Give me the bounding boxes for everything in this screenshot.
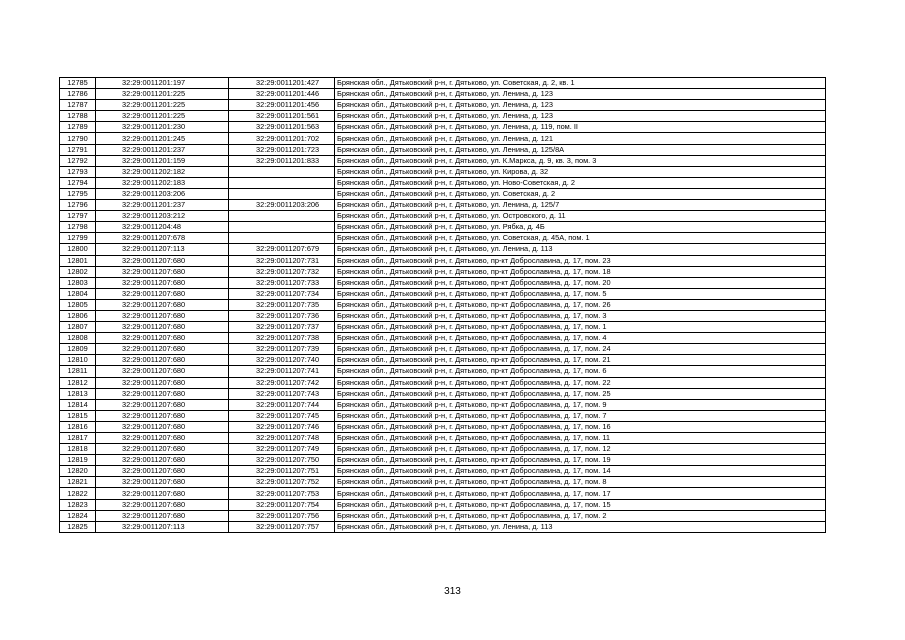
row-number-cell: 12793 xyxy=(60,166,96,177)
cadastral-block-cell: 32:29:0011201:225 xyxy=(96,100,229,111)
object-number-cell: 32:29:0011207:731 xyxy=(229,255,335,266)
table-row xyxy=(60,277,826,288)
cadastral-block-cell: 32:29:0011207:680 xyxy=(96,399,229,410)
table-row xyxy=(60,111,826,122)
table-row xyxy=(60,166,826,177)
address-cell: Брянская обл., Дятьковский р-н, г. Дятьково, ул. Кирова, д. 32 xyxy=(335,166,826,177)
cadastral-block-cell: 32:29:0011207:680 xyxy=(96,299,229,310)
registry-table-body xyxy=(60,78,826,533)
row-number-cell: 12820 xyxy=(60,466,96,477)
table-row xyxy=(60,421,826,432)
object-number-cell: 32:29:0011201:446 xyxy=(229,89,335,100)
table-row xyxy=(60,177,826,188)
address-cell: Брянская обл., Дятьковский р-н, г. Дятьково, пр-кт Доброславина, д. 17, пом. 17 xyxy=(335,488,826,499)
cadastral-block-cell: 32:29:0011207:680 xyxy=(96,366,229,377)
cadastral-block-cell: 32:29:0011207:680 xyxy=(96,466,229,477)
row-number-cell: 12794 xyxy=(60,177,96,188)
address-cell: Брянская обл., Дятьковский р-н, г. Дятьково, ул. Ленина, д. 123 xyxy=(335,100,826,111)
address-cell: Брянская обл., Дятьковский р-н, г. Дятьково, пр-кт Доброславина, д. 17, пом. 22 xyxy=(335,377,826,388)
object-number-cell xyxy=(229,188,335,199)
address-cell: Брянская обл., Дятьковский р-н, г. Дятьково, пр-кт Доброславина, д. 17, пом. 1 xyxy=(335,322,826,333)
address-cell: Брянская обл., Дятьковский р-н, г. Дятьково, ул. Рябка, д. 4Б xyxy=(335,222,826,233)
address-cell: Брянская обл., Дятьковский р-н, г. Дятьково, пр-кт Доброславина, д. 17, пом. 12 xyxy=(335,444,826,455)
object-number-cell: 32:29:0011201:561 xyxy=(229,111,335,122)
row-number-cell: 12808 xyxy=(60,333,96,344)
cadastral-block-cell: 32:29:0011207:113 xyxy=(96,521,229,532)
table-row xyxy=(60,355,826,366)
address-cell: Брянская обл., Дятьковский р-н, г. Дятьково, пр-кт Доброславина, д. 17, пом. 19 xyxy=(335,455,826,466)
object-number-cell: 32:29:0011207:752 xyxy=(229,477,335,488)
address-cell: Брянская обл., Дятьковский р-н, г. Дятьково, ул. Ленина, д. 119, пом. II xyxy=(335,122,826,133)
row-number-cell: 12798 xyxy=(60,222,96,233)
row-number-cell: 12816 xyxy=(60,421,96,432)
cadastral-block-cell: 32:29:0011201:225 xyxy=(96,111,229,122)
row-number-cell: 12796 xyxy=(60,200,96,211)
cadastral-block-cell: 32:29:0011207:113 xyxy=(96,244,229,255)
cadastral-block-cell: 32:29:0011207:680 xyxy=(96,433,229,444)
cadastral-block-cell: 32:29:0011202:183 xyxy=(96,177,229,188)
row-number-cell: 12815 xyxy=(60,410,96,421)
table-row xyxy=(60,122,826,133)
cadastral-block-cell: 32:29:0011207:680 xyxy=(96,310,229,321)
object-number-cell: 32:29:0011207:748 xyxy=(229,433,335,444)
table-row xyxy=(60,244,826,255)
table-row xyxy=(60,344,826,355)
address-cell: Брянская обл., Дятьковский р-н, г. Дятьково, пр-кт Доброславина, д. 17, пом. 26 xyxy=(335,299,826,310)
table-row xyxy=(60,222,826,233)
object-number-cell: 32:29:0011207:757 xyxy=(229,521,335,532)
object-number-cell: 32:29:0011207:751 xyxy=(229,466,335,477)
cadastral-block-cell: 32:29:0011207:680 xyxy=(96,421,229,432)
cadastral-block-cell: 32:29:0011207:680 xyxy=(96,499,229,510)
table-row xyxy=(60,322,826,333)
table-row xyxy=(60,410,826,421)
cadastral-block-cell: 32:29:0011207:680 xyxy=(96,410,229,421)
cadastral-block-cell: 32:29:0011207:678 xyxy=(96,233,229,244)
cadastral-block-cell: 32:29:0011207:680 xyxy=(96,288,229,299)
table-row xyxy=(60,433,826,444)
row-number-cell: 12818 xyxy=(60,444,96,455)
address-cell: Брянская обл., Дятьковский р-н, г. Дятьково, пр-кт Доброславина, д. 17, пом. 21 xyxy=(335,355,826,366)
row-number-cell: 12797 xyxy=(60,211,96,222)
object-number-cell: 32:29:0011207:745 xyxy=(229,410,335,421)
row-number-cell: 12795 xyxy=(60,188,96,199)
page-number: 313 xyxy=(444,586,461,597)
address-cell: Брянская обл., Дятьковский р-н, г. Дятьково, ул. Советская, д. 2 xyxy=(335,188,826,199)
row-number-cell: 12799 xyxy=(60,233,96,244)
table-row xyxy=(60,366,826,377)
table-row xyxy=(60,444,826,455)
row-number-cell: 12811 xyxy=(60,366,96,377)
row-number-cell: 12802 xyxy=(60,266,96,277)
row-number-cell: 12789 xyxy=(60,122,96,133)
cadastral-block-cell: 32:29:0011201:230 xyxy=(96,122,229,133)
object-number-cell: 32:29:0011201:456 xyxy=(229,100,335,111)
table-row xyxy=(60,155,826,166)
object-number-cell: 32:29:0011201:723 xyxy=(229,144,335,155)
row-number-cell: 12786 xyxy=(60,89,96,100)
object-number-cell: 32:29:0011201:563 xyxy=(229,122,335,133)
address-cell: Брянская обл., Дятьковский р-н, г. Дятьково, ул. Ленина, д. 113 xyxy=(335,521,826,532)
object-number-cell: 32:29:0011207:679 xyxy=(229,244,335,255)
address-cell: Брянская обл., Дятьковский р-н, г. Дятьково, пр-кт Доброславина, д. 17, пом. 20 xyxy=(335,277,826,288)
address-cell: Брянская обл., Дятьковский р-н, г. Дятьково, ул. Ленина, д. 125/7 xyxy=(335,200,826,211)
address-cell: Брянская обл., Дятьковский р-н, г. Дятьково, ул. Ленина, д. 123 xyxy=(335,111,826,122)
object-number-cell xyxy=(229,177,335,188)
address-cell: Брянская обл., Дятьковский р-н, г. Дятьково, ул. Ленина, д. 113 xyxy=(335,244,826,255)
object-number-cell: 32:29:0011207:740 xyxy=(229,355,335,366)
address-cell: Брянская обл., Дятьковский р-н, г. Дятьково, ул. Ленина, д. 125/8А xyxy=(335,144,826,155)
row-number-cell: 12825 xyxy=(60,521,96,532)
table-row xyxy=(60,89,826,100)
registry-table xyxy=(59,77,826,533)
object-number-cell: 32:29:0011207:733 xyxy=(229,277,335,288)
object-number-cell xyxy=(229,166,335,177)
row-number-cell: 12790 xyxy=(60,133,96,144)
table-row xyxy=(60,100,826,111)
object-number-cell: 32:29:0011207:749 xyxy=(229,444,335,455)
address-cell: Брянская обл., Дятьковский р-н, г. Дятьково, пр-кт Доброславина, д. 17, пом. 11 xyxy=(335,433,826,444)
table-row xyxy=(60,455,826,466)
row-number-cell: 12810 xyxy=(60,355,96,366)
row-number-cell: 12814 xyxy=(60,399,96,410)
object-number-cell: 32:29:0011207:754 xyxy=(229,499,335,510)
object-number-cell: 32:29:0011207:739 xyxy=(229,344,335,355)
object-number-cell: 32:29:0011207:732 xyxy=(229,266,335,277)
row-number-cell: 12785 xyxy=(60,78,96,89)
row-number-cell: 12809 xyxy=(60,344,96,355)
address-cell: Брянская обл., Дятьковский р-н, г. Дятьково, пр-кт Доброславина, д. 17, пом. 24 xyxy=(335,344,826,355)
cadastral-block-cell: 32:29:0011207:680 xyxy=(96,377,229,388)
object-number-cell: 32:29:0011207:737 xyxy=(229,322,335,333)
object-number-cell: 32:29:0011207:756 xyxy=(229,510,335,521)
cadastral-block-cell: 32:29:0011207:680 xyxy=(96,355,229,366)
address-cell: Брянская обл., Дятьковский р-н, г. Дятьково, пр-кт Доброславина, д. 17, пом. 3 xyxy=(335,310,826,321)
object-number-cell: 32:29:0011201:833 xyxy=(229,155,335,166)
object-number-cell: 32:29:0011207:746 xyxy=(229,421,335,432)
cadastral-block-cell: 32:29:0011207:680 xyxy=(96,277,229,288)
address-cell: Брянская обл., Дятьковский р-н, г. Дятьково, ул. Ленина, д. 123 xyxy=(335,89,826,100)
address-cell: Брянская обл., Дятьковский р-н, г. Дятьково, пр-кт Доброславина, д. 17, пом. 15 xyxy=(335,499,826,510)
row-number-cell: 12822 xyxy=(60,488,96,499)
cadastral-block-cell: 32:29:0011207:680 xyxy=(96,477,229,488)
object-number-cell xyxy=(229,211,335,222)
object-number-cell: 32:29:0011207:741 xyxy=(229,366,335,377)
table-row xyxy=(60,288,826,299)
address-cell: Брянская обл., Дятьковский р-н, г. Дятьково, пр-кт Доброславина, д. 17, пом. 9 xyxy=(335,399,826,410)
row-number-cell: 12817 xyxy=(60,433,96,444)
object-number-cell: 32:29:0011203:206 xyxy=(229,200,335,211)
object-number-cell xyxy=(229,222,335,233)
cadastral-block-cell: 32:29:0011204:48 xyxy=(96,222,229,233)
table-row xyxy=(60,399,826,410)
cadastral-block-cell: 32:29:0011201:159 xyxy=(96,155,229,166)
table-row xyxy=(60,299,826,310)
table-row xyxy=(60,144,826,155)
address-cell: Брянская обл., Дятьковский р-н, г. Дятьково, пр-кт Доброславина, д. 17, пом. 18 xyxy=(335,266,826,277)
address-cell: Брянская обл., Дятьковский р-н, г. Дятьково, ул. Ленина, д. 121 xyxy=(335,133,826,144)
table-row xyxy=(60,133,826,144)
cadastral-block-cell: 32:29:0011201:197 xyxy=(96,78,229,89)
table-row xyxy=(60,310,826,321)
table-row xyxy=(60,333,826,344)
table-row xyxy=(60,377,826,388)
row-number-cell: 12813 xyxy=(60,388,96,399)
cadastral-block-cell: 32:29:0011201:237 xyxy=(96,144,229,155)
table-row xyxy=(60,510,826,521)
cadastral-block-cell: 32:29:0011207:680 xyxy=(96,333,229,344)
address-cell: Брянская обл., Дятьковский р-н, г. Дятьково, ул. Ново-Советская, д. 2 xyxy=(335,177,826,188)
row-number-cell: 12819 xyxy=(60,455,96,466)
object-number-cell: 32:29:0011207:734 xyxy=(229,288,335,299)
object-number-cell xyxy=(229,233,335,244)
cadastral-block-cell: 32:29:0011207:680 xyxy=(96,322,229,333)
address-cell: Брянская обл., Дятьковский р-н, г. Дятьково, пр-кт Доброславина, д. 17, пом. 7 xyxy=(335,410,826,421)
row-number-cell: 12812 xyxy=(60,377,96,388)
address-cell: Брянская обл., Дятьковский р-н, г. Дятьково, пр-кт Доброславина, д. 17, пом. 6 xyxy=(335,366,826,377)
object-number-cell: 32:29:0011201:702 xyxy=(229,133,335,144)
object-number-cell: 32:29:0011207:753 xyxy=(229,488,335,499)
table-row xyxy=(60,211,826,222)
row-number-cell: 12792 xyxy=(60,155,96,166)
cadastral-block-cell: 32:29:0011203:206 xyxy=(96,188,229,199)
row-number-cell: 12821 xyxy=(60,477,96,488)
table-row xyxy=(60,188,826,199)
address-cell: Брянская обл., Дятьковский р-н, г. Дятьково, пр-кт Доброславина, д. 17, пом. 16 xyxy=(335,421,826,432)
table-row xyxy=(60,78,826,89)
row-number-cell: 12791 xyxy=(60,144,96,155)
cadastral-block-cell: 32:29:0011207:680 xyxy=(96,266,229,277)
address-cell: Брянская обл., Дятьковский р-н, г. Дятьково, пр-кт Доброславина, д. 17, пом. 2 xyxy=(335,510,826,521)
address-cell: Брянская обл., Дятьковский р-н, г. Дятьково, пр-кт Доброславина, д. 17, пом. 5 xyxy=(335,288,826,299)
table-row xyxy=(60,521,826,532)
cadastral-block-cell: 32:29:0011201:225 xyxy=(96,89,229,100)
table-row xyxy=(60,266,826,277)
row-number-cell: 12823 xyxy=(60,499,96,510)
address-cell: Брянская обл., Дятьковский р-н, г. Дятьково, пр-кт Доброславина, д. 17, пом. 25 xyxy=(335,388,826,399)
cadastral-block-cell: 32:29:0011202:182 xyxy=(96,166,229,177)
address-cell: Брянская обл., Дятьковский р-н, г. Дятьково, пр-кт Доброславина, д. 17, пом. 4 xyxy=(335,333,826,344)
table-row xyxy=(60,477,826,488)
cadastral-block-cell: 32:29:0011207:680 xyxy=(96,255,229,266)
cadastral-block-cell: 32:29:0011207:680 xyxy=(96,510,229,521)
address-cell: Брянская обл., Дятьковский р-н, г. Дятьково, пр-кт Доброславина, д. 17, пом. 8 xyxy=(335,477,826,488)
address-cell: Брянская обл., Дятьковский р-н, г. Дятьково, ул. К.Маркса, д. 9, кв. 3, пом. 3 xyxy=(335,155,826,166)
address-cell: Брянская обл., Дятьковский р-н, г. Дятьково, пр-кт Доброславина, д. 17, пом. 14 xyxy=(335,466,826,477)
row-number-cell: 12806 xyxy=(60,310,96,321)
object-number-cell: 32:29:0011207:735 xyxy=(229,299,335,310)
table-row xyxy=(60,488,826,499)
address-cell: Брянская обл., Дятьковский р-н, г. Дятьково, пр-кт Доброславина, д. 17, пом. 23 xyxy=(335,255,826,266)
object-number-cell: 32:29:0011207:744 xyxy=(229,399,335,410)
address-cell: Брянская обл., Дятьковский р-н, г. Дятьково, ул. Советская, д. 2, кв. 1 xyxy=(335,78,826,89)
cadastral-block-cell: 32:29:0011207:680 xyxy=(96,444,229,455)
cadastral-block-cell: 32:29:0011201:245 xyxy=(96,133,229,144)
row-number-cell: 12801 xyxy=(60,255,96,266)
cadastral-block-cell: 32:29:0011207:680 xyxy=(96,455,229,466)
row-number-cell: 12805 xyxy=(60,299,96,310)
row-number-cell: 12800 xyxy=(60,244,96,255)
object-number-cell: 32:29:0011207:736 xyxy=(229,310,335,321)
table-row xyxy=(60,388,826,399)
cadastral-block-cell: 32:29:0011203:212 xyxy=(96,211,229,222)
object-number-cell: 32:29:0011207:738 xyxy=(229,333,335,344)
cadastral-block-cell: 32:29:0011207:680 xyxy=(96,388,229,399)
object-number-cell: 32:29:0011207:742 xyxy=(229,377,335,388)
row-number-cell: 12787 xyxy=(60,100,96,111)
cadastral-block-cell: 32:29:0011207:680 xyxy=(96,488,229,499)
row-number-cell: 12804 xyxy=(60,288,96,299)
cadastral-block-cell: 32:29:0011201:237 xyxy=(96,200,229,211)
address-cell: Брянская обл., Дятьковский р-н, г. Дятьково, ул. Советская, д. 45А, пом. 1 xyxy=(335,233,826,244)
row-number-cell: 12788 xyxy=(60,111,96,122)
row-number-cell: 12824 xyxy=(60,510,96,521)
row-number-cell: 12807 xyxy=(60,322,96,333)
table-row xyxy=(60,499,826,510)
table-row xyxy=(60,200,826,211)
table-row xyxy=(60,466,826,477)
table-row xyxy=(60,233,826,244)
table-row xyxy=(60,255,826,266)
row-number-cell: 12803 xyxy=(60,277,96,288)
object-number-cell: 32:29:0011207:743 xyxy=(229,388,335,399)
object-number-cell: 32:29:0011207:750 xyxy=(229,455,335,466)
object-number-cell: 32:29:0011201:427 xyxy=(229,78,335,89)
cadastral-block-cell: 32:29:0011207:680 xyxy=(96,344,229,355)
address-cell: Брянская обл., Дятьковский р-н, г. Дятьково, ул. Островского, д. 11 xyxy=(335,211,826,222)
